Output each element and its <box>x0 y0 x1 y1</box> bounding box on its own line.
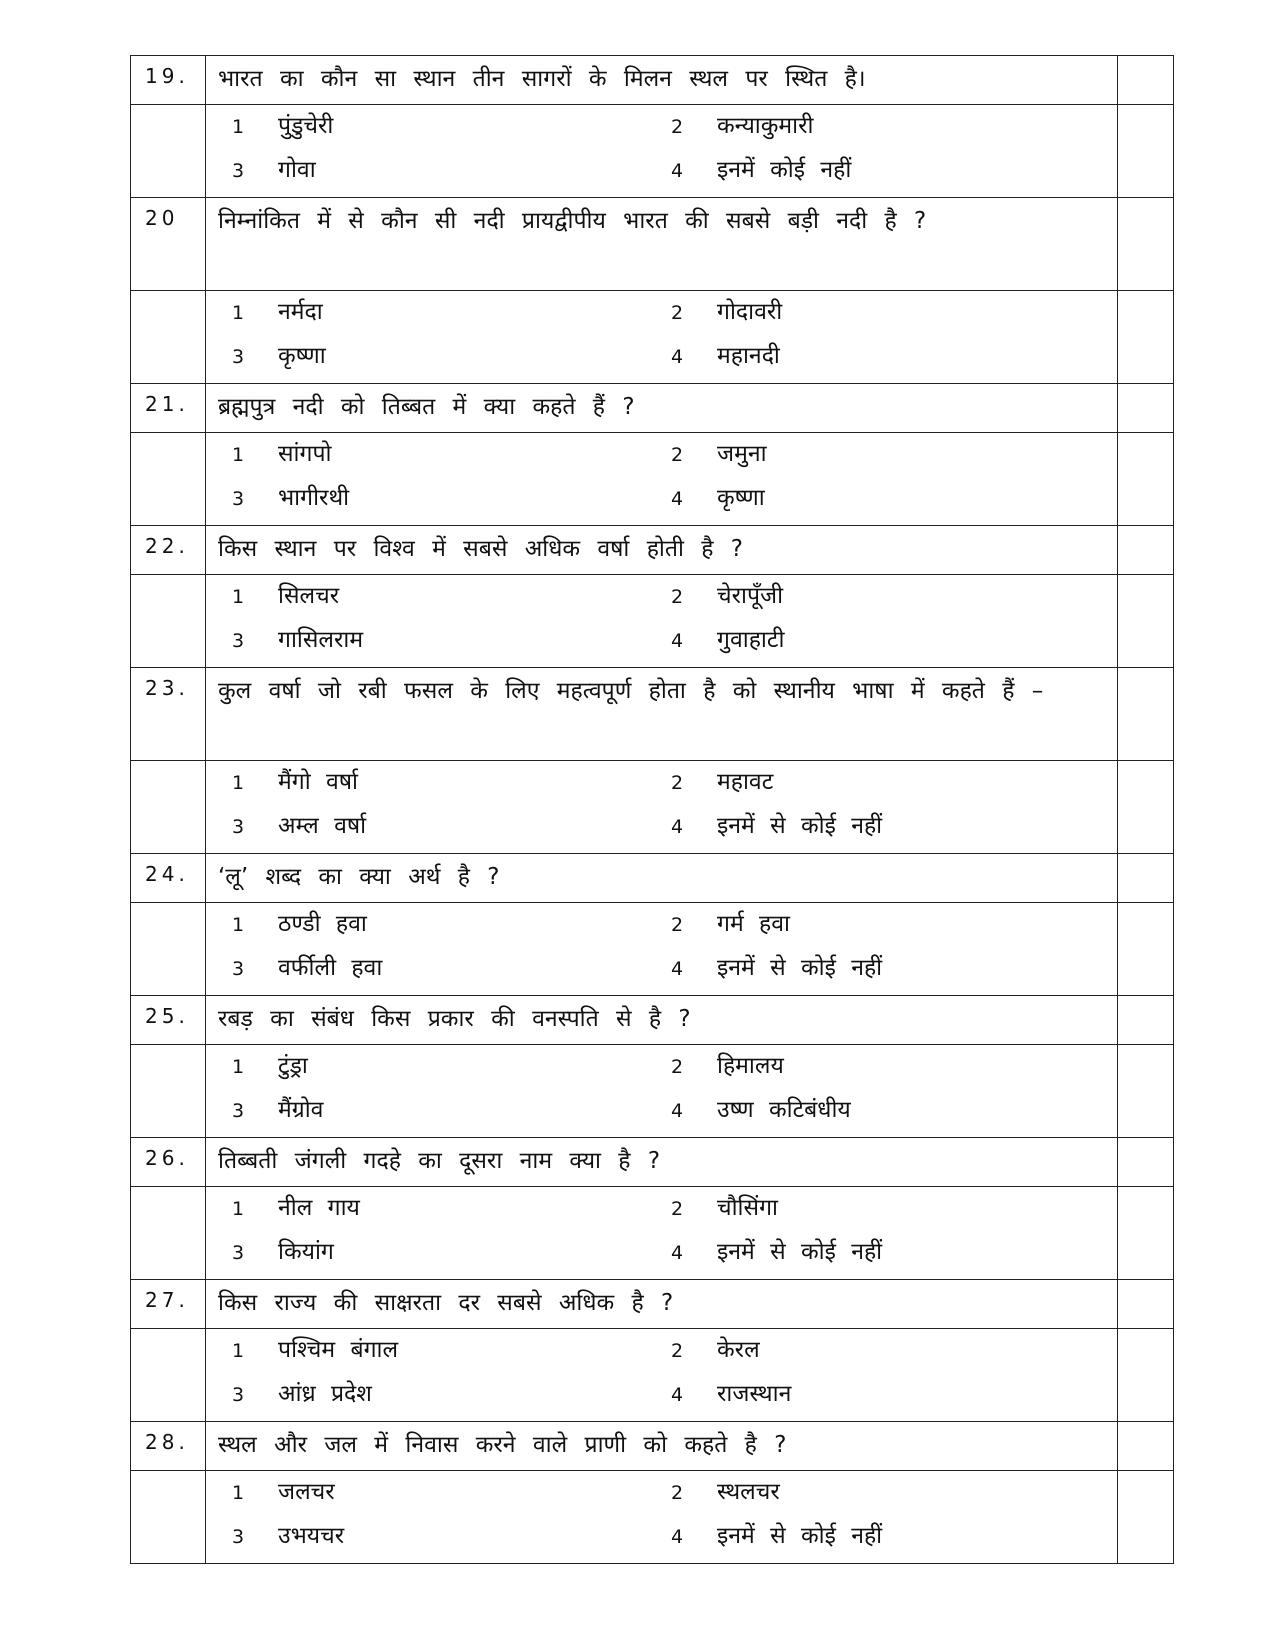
option-text: सिलचर <box>278 583 340 609</box>
question-text: ब्रह्मपुत्र नदी को तिब्बत में क्या कहते हैं ? <box>206 384 1118 433</box>
empty-number-cell <box>131 1187 206 1280</box>
marks-cell <box>1118 668 1174 761</box>
option-text: टुंड्रा <box>278 1053 308 1079</box>
option-number: 2 <box>671 1340 684 1362</box>
option-number: 2 <box>671 116 684 138</box>
question-row <box>131 1280 1174 1329</box>
option-text: कृष्णा <box>717 485 765 511</box>
empty-number-cell <box>131 105 206 198</box>
question-text: किस राज्य की साक्षरता दर सबसे अधिक है ? <box>206 1280 1118 1329</box>
option-1 <box>232 111 333 142</box>
option-number: 3 <box>232 1526 245 1548</box>
question-row <box>131 198 1174 291</box>
option-number: 3 <box>232 160 245 182</box>
question-number: 24. <box>131 854 206 903</box>
empty-number-cell <box>131 1471 206 1564</box>
option-text: हिमालय <box>717 1053 784 1079</box>
options-row <box>131 1045 1174 1138</box>
options-row <box>131 105 1174 198</box>
question-row <box>131 668 1174 761</box>
question-row <box>131 854 1174 903</box>
options-cell <box>206 1187 1118 1280</box>
option-number: 1 <box>232 914 245 936</box>
option-number: 3 <box>232 1384 245 1406</box>
marks-cell <box>1118 105 1174 198</box>
option-1 <box>232 1477 335 1508</box>
options-cell <box>206 433 1118 526</box>
option-text: आंध्र प्रदेश <box>278 1381 372 1407</box>
marks-cell <box>1118 384 1174 433</box>
option-4 <box>671 1379 791 1410</box>
option-2 <box>671 581 783 612</box>
option-2 <box>671 439 767 470</box>
option-text: इनमें से कोई नहीं <box>717 1523 883 1549</box>
options-row <box>131 433 1174 526</box>
option-text: जमुना <box>717 441 767 467</box>
option-4 <box>671 341 780 372</box>
options-row <box>131 1471 1174 1564</box>
option-text: केरल <box>717 1337 760 1363</box>
option-4 <box>671 1237 882 1268</box>
option-3 <box>232 953 382 984</box>
option-text: अम्ल वर्षा <box>278 813 367 839</box>
marks-cell <box>1118 56 1174 105</box>
option-text: भागीरथी <box>278 485 350 511</box>
option-text: महावट <box>717 769 774 795</box>
option-1 <box>232 909 367 940</box>
option-number: 3 <box>232 1100 245 1122</box>
empty-number-cell <box>131 903 206 996</box>
option-3 <box>232 1237 334 1268</box>
option-number: 2 <box>671 1198 684 1220</box>
empty-number-cell <box>131 291 206 384</box>
question-text: किस स्थान पर विश्व में सबसे अधिक वर्षा होती है ? <box>206 526 1118 575</box>
options-cell <box>206 1329 1118 1422</box>
marks-cell <box>1118 903 1174 996</box>
option-4 <box>671 953 882 984</box>
marks-cell <box>1118 575 1174 668</box>
option-3 <box>232 1521 344 1552</box>
options-cell <box>206 1045 1118 1138</box>
option-number: 1 <box>232 1340 245 1362</box>
option-1 <box>232 297 323 328</box>
options-grid <box>206 433 1117 525</box>
option-2 <box>671 1051 784 1082</box>
question-text: कुल वर्षा जो रबी फसल के लिए महत्वपूर्ण होता है को स्थानीय भाषा में कहते हैं – <box>206 668 1118 761</box>
question-table-body <box>131 56 1174 1564</box>
option-text: स्थलचर <box>717 1479 780 1505</box>
marks-cell <box>1118 996 1174 1045</box>
question-row <box>131 1422 1174 1471</box>
option-1 <box>232 581 339 612</box>
question-table <box>130 55 1174 1564</box>
marks-cell <box>1118 854 1174 903</box>
option-number: 3 <box>232 958 245 980</box>
option-number: 2 <box>671 1056 684 1078</box>
marks-cell <box>1118 291 1174 384</box>
option-text: उष्ण कटिबंधीय <box>717 1097 851 1123</box>
option-text: चेरापूँजी <box>717 583 784 609</box>
option-text: कन्याकुमारी <box>717 113 814 139</box>
options-cell <box>206 903 1118 996</box>
option-text: नील गाय <box>278 1195 360 1221</box>
option-2 <box>671 1193 778 1224</box>
question-number: 26. <box>131 1138 206 1187</box>
options-row <box>131 575 1174 668</box>
question-number: 22. <box>131 526 206 575</box>
marks-cell <box>1118 1138 1174 1187</box>
marks-cell <box>1118 1422 1174 1471</box>
question-text: तिब्बती जंगली गदहे का दूसरा नाम क्या है ? <box>206 1138 1118 1187</box>
option-text: ठण्डी हवा <box>278 911 367 937</box>
empty-number-cell <box>131 433 206 526</box>
question-number: 27. <box>131 1280 206 1329</box>
option-4 <box>671 1521 882 1552</box>
option-text: महानदी <box>717 343 780 369</box>
option-number: 3 <box>232 346 245 368</box>
marks-cell <box>1118 1187 1174 1280</box>
options-row <box>131 291 1174 384</box>
option-text: सांगपो <box>278 441 332 467</box>
option-text: इनमें से कोई नहीं <box>717 1239 883 1265</box>
option-number: 4 <box>671 630 684 652</box>
option-number: 4 <box>671 1100 684 1122</box>
question-text: स्थल और जल में निवास करने वाले प्राणी को कहते है ? <box>206 1422 1118 1471</box>
question-number: 19. <box>131 56 206 105</box>
option-3 <box>232 155 316 186</box>
question-number: 21. <box>131 384 206 433</box>
option-2 <box>671 909 790 940</box>
option-number: 1 <box>232 1198 245 1220</box>
empty-number-cell <box>131 1329 206 1422</box>
option-number: 4 <box>671 1384 684 1406</box>
option-4 <box>671 483 765 514</box>
option-number: 2 <box>671 772 684 794</box>
question-row <box>131 384 1174 433</box>
option-number: 2 <box>671 586 684 608</box>
question-row <box>131 996 1174 1045</box>
question-text: निम्नांकित में से कौन सी नदी प्रायद्वीपीय भारत की सबसे बड़ी नदी है ? <box>206 198 1118 291</box>
option-3 <box>232 1095 323 1126</box>
marks-cell <box>1118 198 1174 291</box>
question-row <box>131 56 1174 105</box>
option-text: पुंडुचेरी <box>278 113 334 139</box>
option-1 <box>232 1051 308 1082</box>
marks-cell <box>1118 1280 1174 1329</box>
option-text: चौसिंगा <box>717 1195 778 1221</box>
empty-number-cell <box>131 575 206 668</box>
options-cell <box>206 1471 1118 1564</box>
option-number: 2 <box>671 302 684 324</box>
option-2 <box>671 111 814 142</box>
options-grid <box>206 1329 1117 1421</box>
option-text: गर्म हवा <box>717 911 790 937</box>
option-number: 4 <box>671 160 684 182</box>
options-row <box>131 1329 1174 1422</box>
option-2 <box>671 1477 780 1508</box>
marks-cell <box>1118 761 1174 854</box>
option-text: नर्मदा <box>278 299 323 325</box>
option-2 <box>671 767 773 798</box>
option-number: 1 <box>232 1056 245 1078</box>
marks-cell <box>1118 526 1174 575</box>
option-text: इनमें से कोई नहीं <box>717 813 883 839</box>
options-cell <box>206 761 1118 854</box>
question-number: 25. <box>131 996 206 1045</box>
option-number: 4 <box>671 1242 684 1264</box>
option-4 <box>671 155 851 186</box>
question-row <box>131 526 1174 575</box>
option-text: कियांग <box>278 1239 334 1265</box>
option-text: उभयचर <box>278 1523 345 1549</box>
option-number: 1 <box>232 1482 245 1504</box>
option-2 <box>671 297 782 328</box>
option-3 <box>232 625 363 656</box>
option-text: कृष्णा <box>278 343 326 369</box>
option-number: 4 <box>671 1526 684 1548</box>
options-cell <box>206 105 1118 198</box>
question-number: 28. <box>131 1422 206 1471</box>
option-text: इनमें कोई नहीं <box>717 157 852 183</box>
options-cell <box>206 291 1118 384</box>
option-number: 4 <box>671 346 684 368</box>
option-number: 1 <box>232 772 245 794</box>
option-4 <box>671 1095 851 1126</box>
option-number: 3 <box>232 630 245 652</box>
option-number: 2 <box>671 1482 684 1504</box>
option-text: गोदावरी <box>717 299 783 325</box>
option-text: जलचर <box>278 1479 335 1505</box>
marks-cell <box>1118 433 1174 526</box>
question-text: रबड़ का संबंध किस प्रकार की वनस्पति से है ? <box>206 996 1118 1045</box>
empty-number-cell <box>131 761 206 854</box>
options-grid <box>206 903 1117 995</box>
options-grid <box>206 575 1117 667</box>
options-grid <box>206 761 1117 853</box>
option-4 <box>671 811 882 842</box>
question-row <box>131 1138 1174 1187</box>
option-text: वर्फीली हवा <box>278 955 383 981</box>
option-text: गासिलराम <box>278 627 364 653</box>
options-row <box>131 903 1174 996</box>
option-3 <box>232 341 326 372</box>
marks-cell <box>1118 1329 1174 1422</box>
question-number: 23. <box>131 668 206 761</box>
option-text: पश्चिम बंगाल <box>278 1337 399 1363</box>
option-3 <box>232 1379 372 1410</box>
option-1 <box>232 1193 360 1224</box>
options-grid <box>206 291 1117 383</box>
question-number: 20 <box>131 198 206 291</box>
option-1 <box>232 1335 398 1366</box>
marks-cell <box>1118 1471 1174 1564</box>
option-number: 4 <box>671 488 684 510</box>
options-grid <box>206 1045 1117 1137</box>
option-number: 1 <box>232 302 245 324</box>
option-number: 4 <box>671 958 684 980</box>
options-cell <box>206 575 1118 668</box>
option-text: गोवा <box>278 157 316 183</box>
option-number: 3 <box>232 816 245 838</box>
option-text: इनमें से कोई नहीं <box>717 955 883 981</box>
option-number: 3 <box>232 1242 245 1264</box>
option-text: मैंग्रोव <box>278 1097 324 1123</box>
option-text: राजस्थान <box>717 1381 792 1407</box>
option-number: 3 <box>232 488 245 510</box>
options-row <box>131 761 1174 854</box>
option-text: मैंगो वर्षा <box>278 769 359 795</box>
option-number: 1 <box>232 116 245 138</box>
option-1 <box>232 439 331 470</box>
option-3 <box>232 811 366 842</box>
options-row <box>131 1187 1174 1280</box>
question-text: भारत का कौन सा स्थान तीन सागरों के मिलन स्थल पर स्थित है। <box>206 56 1118 105</box>
options-grid <box>206 1471 1117 1563</box>
option-number: 1 <box>232 444 245 466</box>
question-text: ‘लू’ शब्द का क्या अर्थ है ? <box>206 854 1118 903</box>
option-2 <box>671 1335 760 1366</box>
options-grid <box>206 105 1117 197</box>
option-number: 1 <box>232 586 245 608</box>
option-4 <box>671 625 784 656</box>
options-grid <box>206 1187 1117 1279</box>
marks-cell <box>1118 1045 1174 1138</box>
option-text: गुवाहाटी <box>717 627 785 653</box>
empty-number-cell <box>131 1045 206 1138</box>
option-number: 2 <box>671 914 684 936</box>
option-3 <box>232 483 349 514</box>
option-number: 2 <box>671 444 684 466</box>
option-number: 4 <box>671 816 684 838</box>
option-1 <box>232 767 358 798</box>
